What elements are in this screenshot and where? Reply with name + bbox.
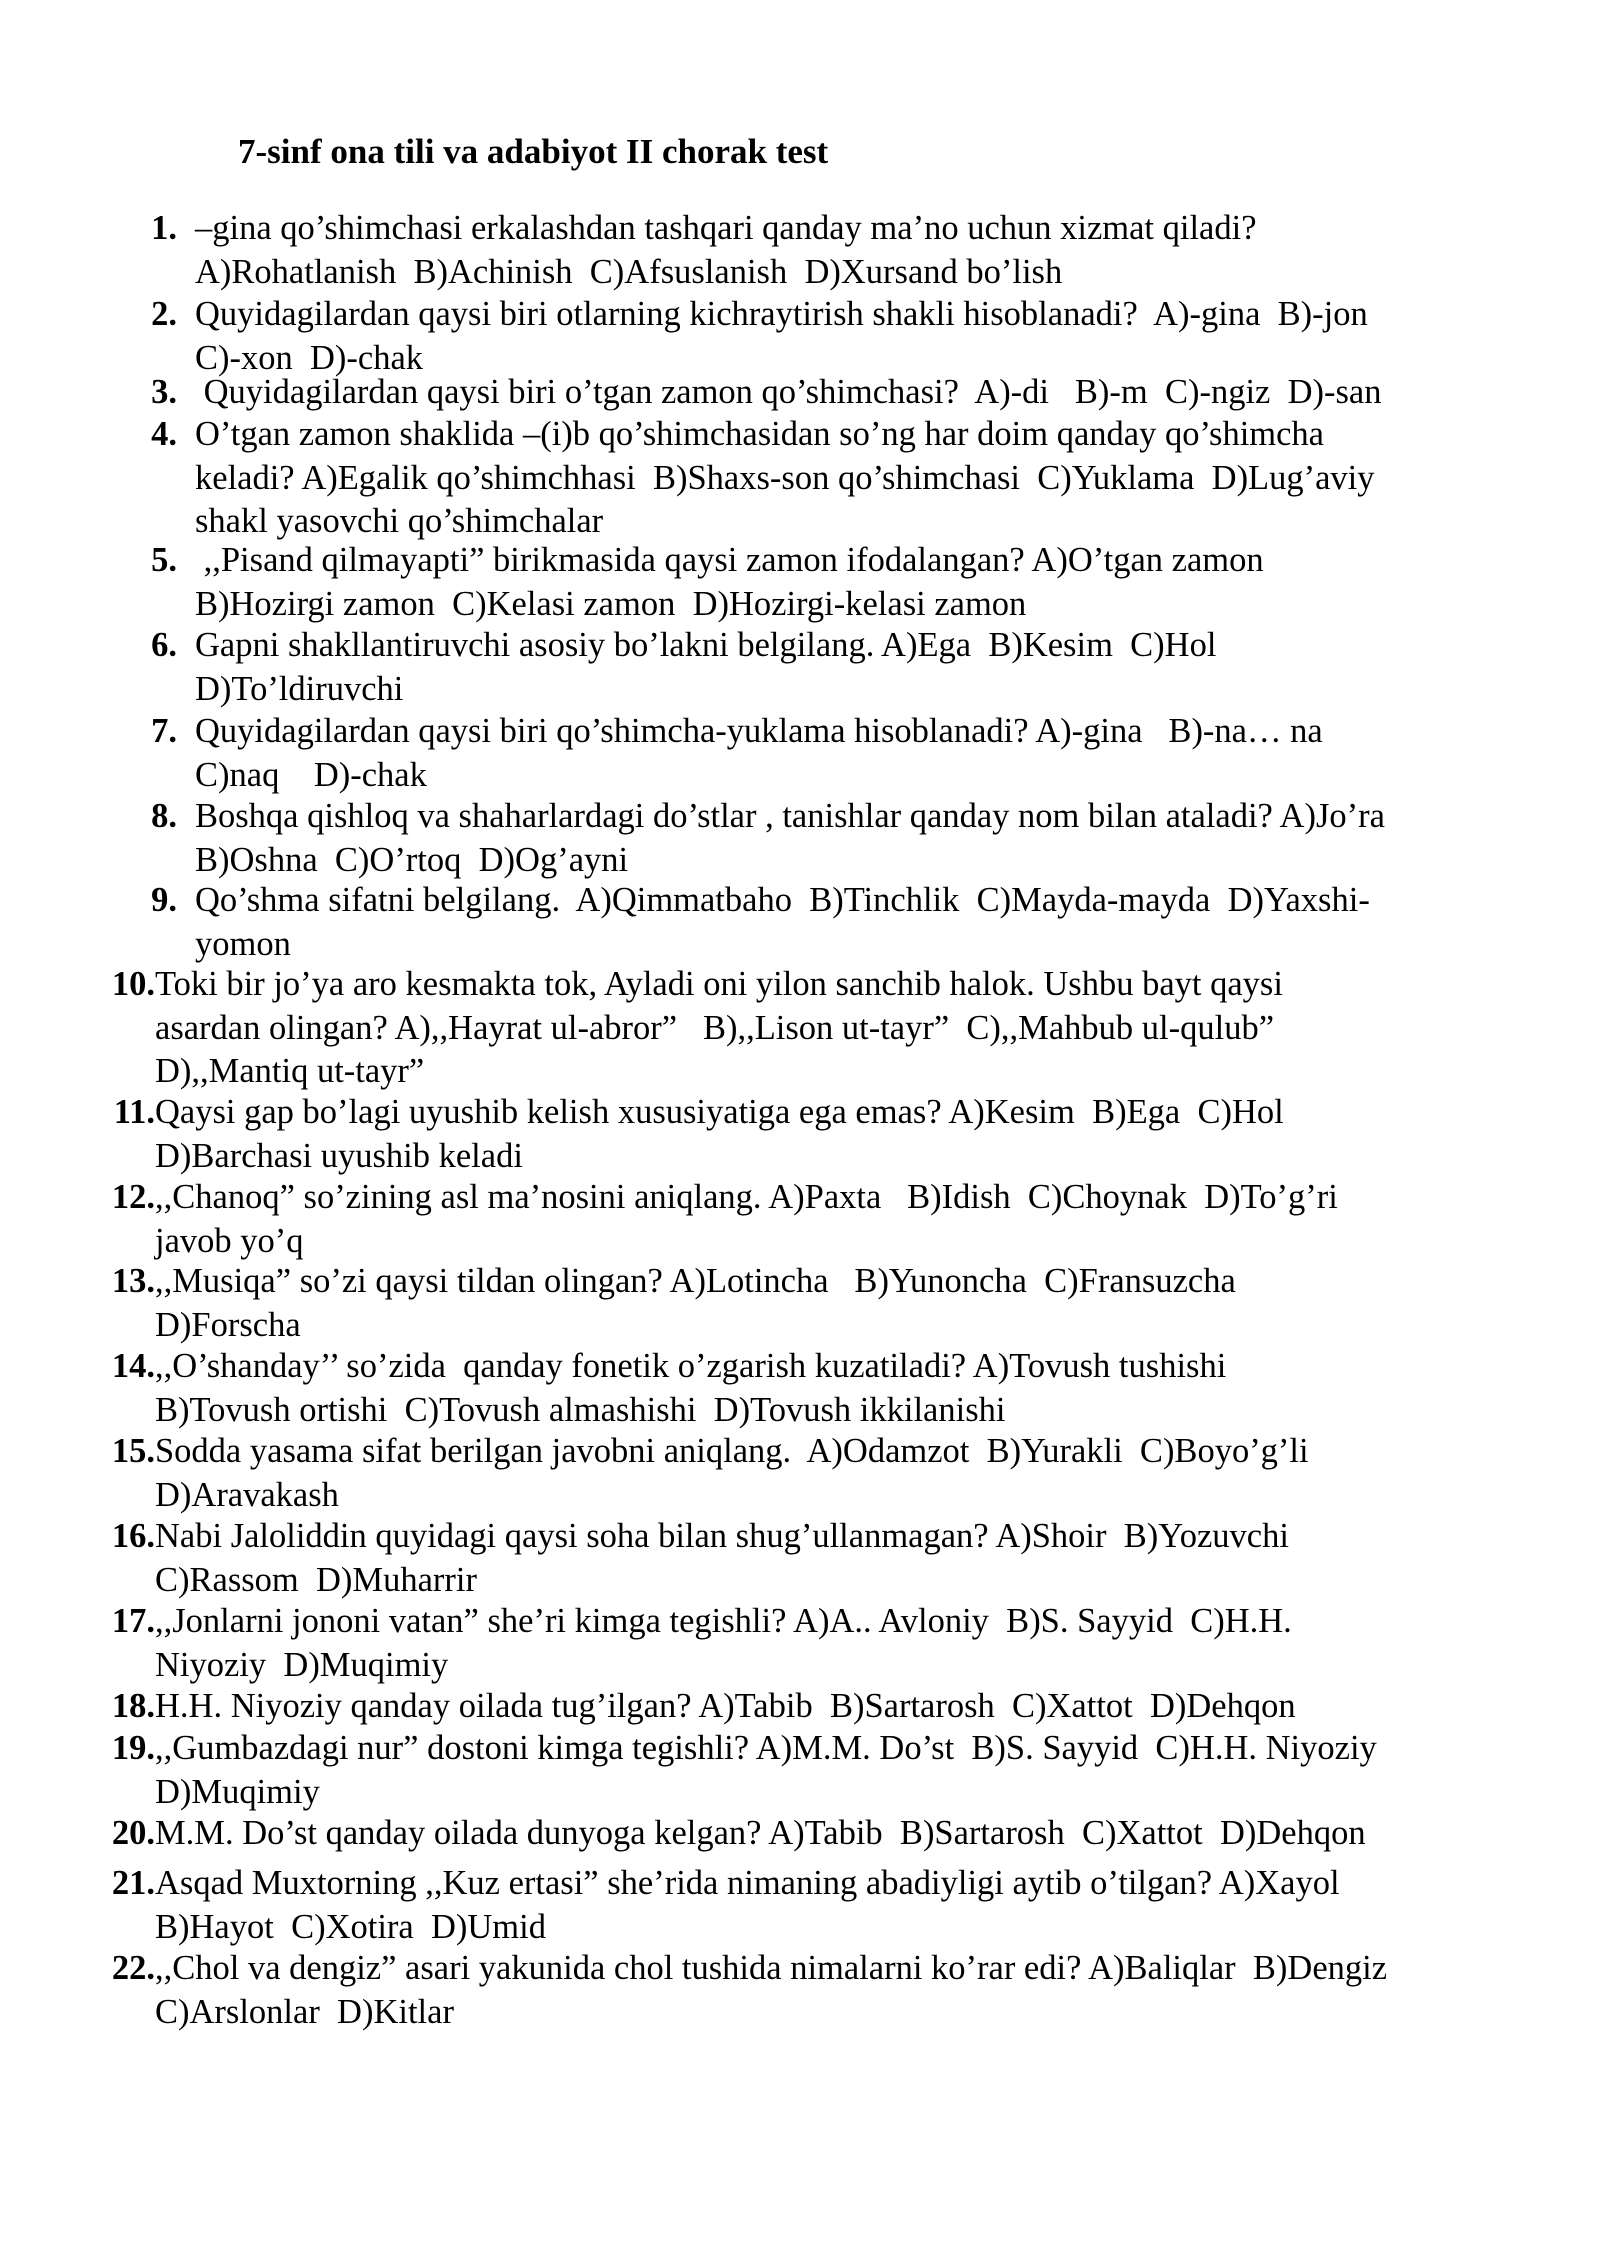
- question-number: 1.: [151, 209, 177, 247]
- question-number: 3.: [151, 373, 177, 411]
- question-item: [100, 1260, 1236, 1347]
- question-item: [130, 293, 1368, 380]
- question-item: [100, 1091, 1284, 1178]
- question-line: O’tgan zamon shaklida –(i)b qo’shimchasidan so’ng har doim qanday qo’shimcha: [195, 415, 1324, 453]
- question-item: [100, 1947, 1387, 2034]
- question-text: [155, 1176, 1338, 1263]
- question-line: C)Arslonlar D)Kitlar: [155, 1992, 454, 2031]
- question-text: [155, 1685, 1296, 1729]
- question-line: –gina qo’shimchasi erkalashdan tashqari qanday ma’no uchun xizmat qiladi?: [195, 209, 1257, 247]
- question-line: keladi? A)Egalik qo’shimchhasi B)Shaxs-son qo’shimchasi C)Yuklama D)Lug’aviy: [195, 458, 1375, 497]
- question-item: [100, 1727, 1377, 1814]
- question-number: 5.: [151, 541, 177, 579]
- question-item: [130, 624, 1216, 711]
- question-text: [195, 624, 1216, 711]
- question-line: Qo’shma sifatni belgilang. A)Qimmatbaho B)Tinchlik C)Mayda-mayda D)Yaxshi-: [195, 881, 1370, 919]
- question-line: C)-xon D)-chak: [195, 338, 424, 377]
- question-number: 20.: [111, 1814, 155, 1852]
- question-text: [195, 879, 1370, 966]
- question-number: 18.: [111, 1687, 155, 1725]
- question-line: Asqad Muxtorning ,,Kuz ertasi” she’rida nimaning abadiyligi aytib o’tilgan? A)Xayol: [155, 1864, 1340, 1902]
- question-text: [195, 795, 1385, 882]
- question-item: [100, 1430, 1309, 1517]
- question-number: 7.: [151, 712, 177, 750]
- question-line: Toki bir jo’ya aro kesmakta tok, Ayladi oni yilon sanchib halok. Ushbu bayt qaysi: [155, 965, 1283, 1003]
- question-line: ,,Musiqa” so’zi qaysi tildan olingan? A)Lotincha B)Yunoncha C)Fransuzcha: [155, 1262, 1236, 1300]
- question-number: 10.: [111, 965, 155, 1003]
- question-line: D)Barchasi uyushib keladi: [155, 1136, 523, 1175]
- question-line: B)Tovush ortishi C)Tovush almashishi D)Tovush ikkilanishi: [155, 1390, 1006, 1429]
- question-item: [100, 1345, 1226, 1432]
- question-line: B)Hayot C)Xotira D)Umid: [155, 1907, 546, 1946]
- question-text: [155, 1091, 1284, 1178]
- question-line: D)Muqimiy: [155, 1772, 320, 1811]
- question-line: H.H. Niyoziy qanday oilada tug’ilgan? A)Tabib B)Sartarosh C)Xattot D)Dehqon: [155, 1687, 1296, 1725]
- question-number: 14.: [111, 1347, 155, 1385]
- question-line: D)Forscha: [155, 1305, 301, 1344]
- question-line: C)naq D)-chak: [195, 755, 427, 794]
- question-number: 4.: [151, 415, 177, 453]
- question-line: Niyoziy D)Muqimiy: [155, 1645, 449, 1684]
- question-line: ,,Pisand qilmayapti” birikmasida qaysi zamon ifodalangan? A)O’tgan zamon: [195, 541, 1264, 579]
- question-number: 12.: [111, 1178, 155, 1216]
- page-title: 7-sinf ona tili va adabiyot II chorak test: [238, 132, 829, 171]
- question-text: [155, 1727, 1377, 1814]
- question-text: [155, 1515, 1289, 1602]
- question-line: D)Aravakash: [155, 1475, 339, 1514]
- question-line: C)Rassom D)Muharrir: [155, 1560, 477, 1599]
- question-line: ,,Chanoq” so’zining asl ma’nosini aniqlang. A)Paxta B)Idish C)Choynak D)To’g’ri: [155, 1178, 1338, 1216]
- question-item: [100, 1812, 1366, 1856]
- question-number: 16.: [111, 1517, 155, 1555]
- question-text: [155, 963, 1283, 1094]
- question-text: [155, 1430, 1309, 1517]
- question-text: [155, 1947, 1387, 2034]
- question-number: 21.: [111, 1864, 155, 1902]
- question-line: Quyidagilardan qaysi biri otlarning kichraytirish shakli hisoblanadi? A)-gina B)-jon: [195, 295, 1368, 333]
- question-text: [195, 207, 1257, 294]
- question-number: 13.: [111, 1262, 155, 1300]
- question-item: [130, 371, 1381, 415]
- question-number: 11.: [113, 1093, 155, 1131]
- question-text: [195, 413, 1375, 544]
- question-text: [195, 710, 1323, 797]
- question-item: [130, 795, 1385, 882]
- question-line: ,,Jonlarni jononi vatan” she’ri kimga tegishli? A)A.. Avloniy B)S. Sayyid C)H.H.: [155, 1602, 1292, 1640]
- question-item: [130, 710, 1323, 797]
- question-line: ,,O’shanday’’ so’zida qanday fonetik o’zgarish kuzatiladi? A)Tovush tushishi: [155, 1347, 1227, 1385]
- question-line: Gapni shakllantiruvchi asosiy bo’lakni belgilang. A)Ega B)Kesim C)Hol: [195, 626, 1217, 664]
- question-text: [195, 371, 1381, 415]
- question-item: [100, 1176, 1338, 1263]
- question-line: Qaysi gap bo’lagi uyushib kelish xususiyatiga ega emas? A)Kesim B)Ega C)Hol: [155, 1093, 1284, 1131]
- question-line: ,,Gumbazdagi nur” dostoni kimga tegishli? A)M.M. Do’st B)S. Sayyid C)H.H. Niyoziy: [155, 1729, 1377, 1767]
- question-text: [195, 293, 1368, 380]
- question-line: Boshqa qishloq va shaharlardagi do’stlar , tanishlar qanday nom bilan ataladi? A)Jo’ra: [195, 797, 1385, 835]
- question-line: Quyidagilardan qaysi biri o’tgan zamon qo’shimchasi? A)-di B)-m C)-ngiz D)-san: [195, 373, 1382, 411]
- question-number: 8.: [151, 797, 177, 835]
- question-item: [100, 1862, 1340, 1949]
- question-item: [130, 207, 1257, 294]
- question-line: asardan olingan? A),,Hayrat ul-abror” B),,Lison ut-tayr” C),,Mahbub ul-qulub”: [155, 1008, 1275, 1047]
- question-line: shakl yasovchi qo’shimchalar: [195, 502, 604, 540]
- question-item: [100, 1600, 1292, 1687]
- question-number: 19.: [111, 1729, 155, 1767]
- question-text: [155, 1862, 1340, 1949]
- question-line: yomon: [195, 924, 291, 963]
- question-line: B)Oshna C)O’rtoq D)Og’ayni: [195, 840, 629, 879]
- question-text: [155, 1260, 1236, 1347]
- question-line: Sodda yasama sifat berilgan javobni aniqlang. A)Odamzot B)Yurakli C)Boyo’g’li: [155, 1432, 1309, 1470]
- question-number: 17.: [111, 1602, 155, 1640]
- question-text: [155, 1812, 1366, 1856]
- question-item: [100, 1685, 1296, 1729]
- question-text: [195, 539, 1264, 626]
- question-number: 2.: [151, 295, 177, 333]
- question-line: Nabi Jaloliddin quyidagi qaysi soha bilan shug’ullanmagan? A)Shoir B)Yozuvchi: [155, 1517, 1289, 1555]
- question-text: [155, 1600, 1292, 1687]
- question-item: [100, 963, 1283, 1094]
- question-item: [130, 413, 1375, 544]
- question-line: B)Hozirgi zamon C)Kelasi zamon D)Hozirgi-kelasi zamon: [195, 584, 1027, 623]
- question-line: D)To’ldiruvchi: [195, 669, 404, 708]
- question-number: 22.: [111, 1949, 155, 1987]
- question-item: [130, 879, 1370, 966]
- question-line: D),,Mantiq ut-tayr”: [155, 1052, 425, 1090]
- question-line: javob yo’q: [155, 1221, 304, 1260]
- question-line: M.M. Do’st qanday oilada dunyoga kelgan? A)Tabib B)Sartarosh C)Xattot D)Dehqon: [155, 1814, 1366, 1852]
- question-number: 9.: [151, 881, 177, 919]
- question-item: [100, 1515, 1289, 1602]
- question-item: [130, 539, 1264, 626]
- question-text: [155, 1345, 1226, 1432]
- question-line: ,,Chol va dengiz” asari yakunida chol tushida nimalarni ko’rar edi? A)Baliqlar B)Dengiz: [155, 1949, 1388, 1987]
- question-number: 15.: [111, 1432, 155, 1470]
- question-line: Quyidagilardan qaysi biri qo’shimcha-yuklama hisoblanadi? A)-gina B)-na… na: [195, 712, 1323, 750]
- question-line: A)Rohatlanish B)Achinish C)Afsuslanish D)Xursand bo’lish: [195, 252, 1063, 291]
- question-number: 6.: [151, 626, 177, 664]
